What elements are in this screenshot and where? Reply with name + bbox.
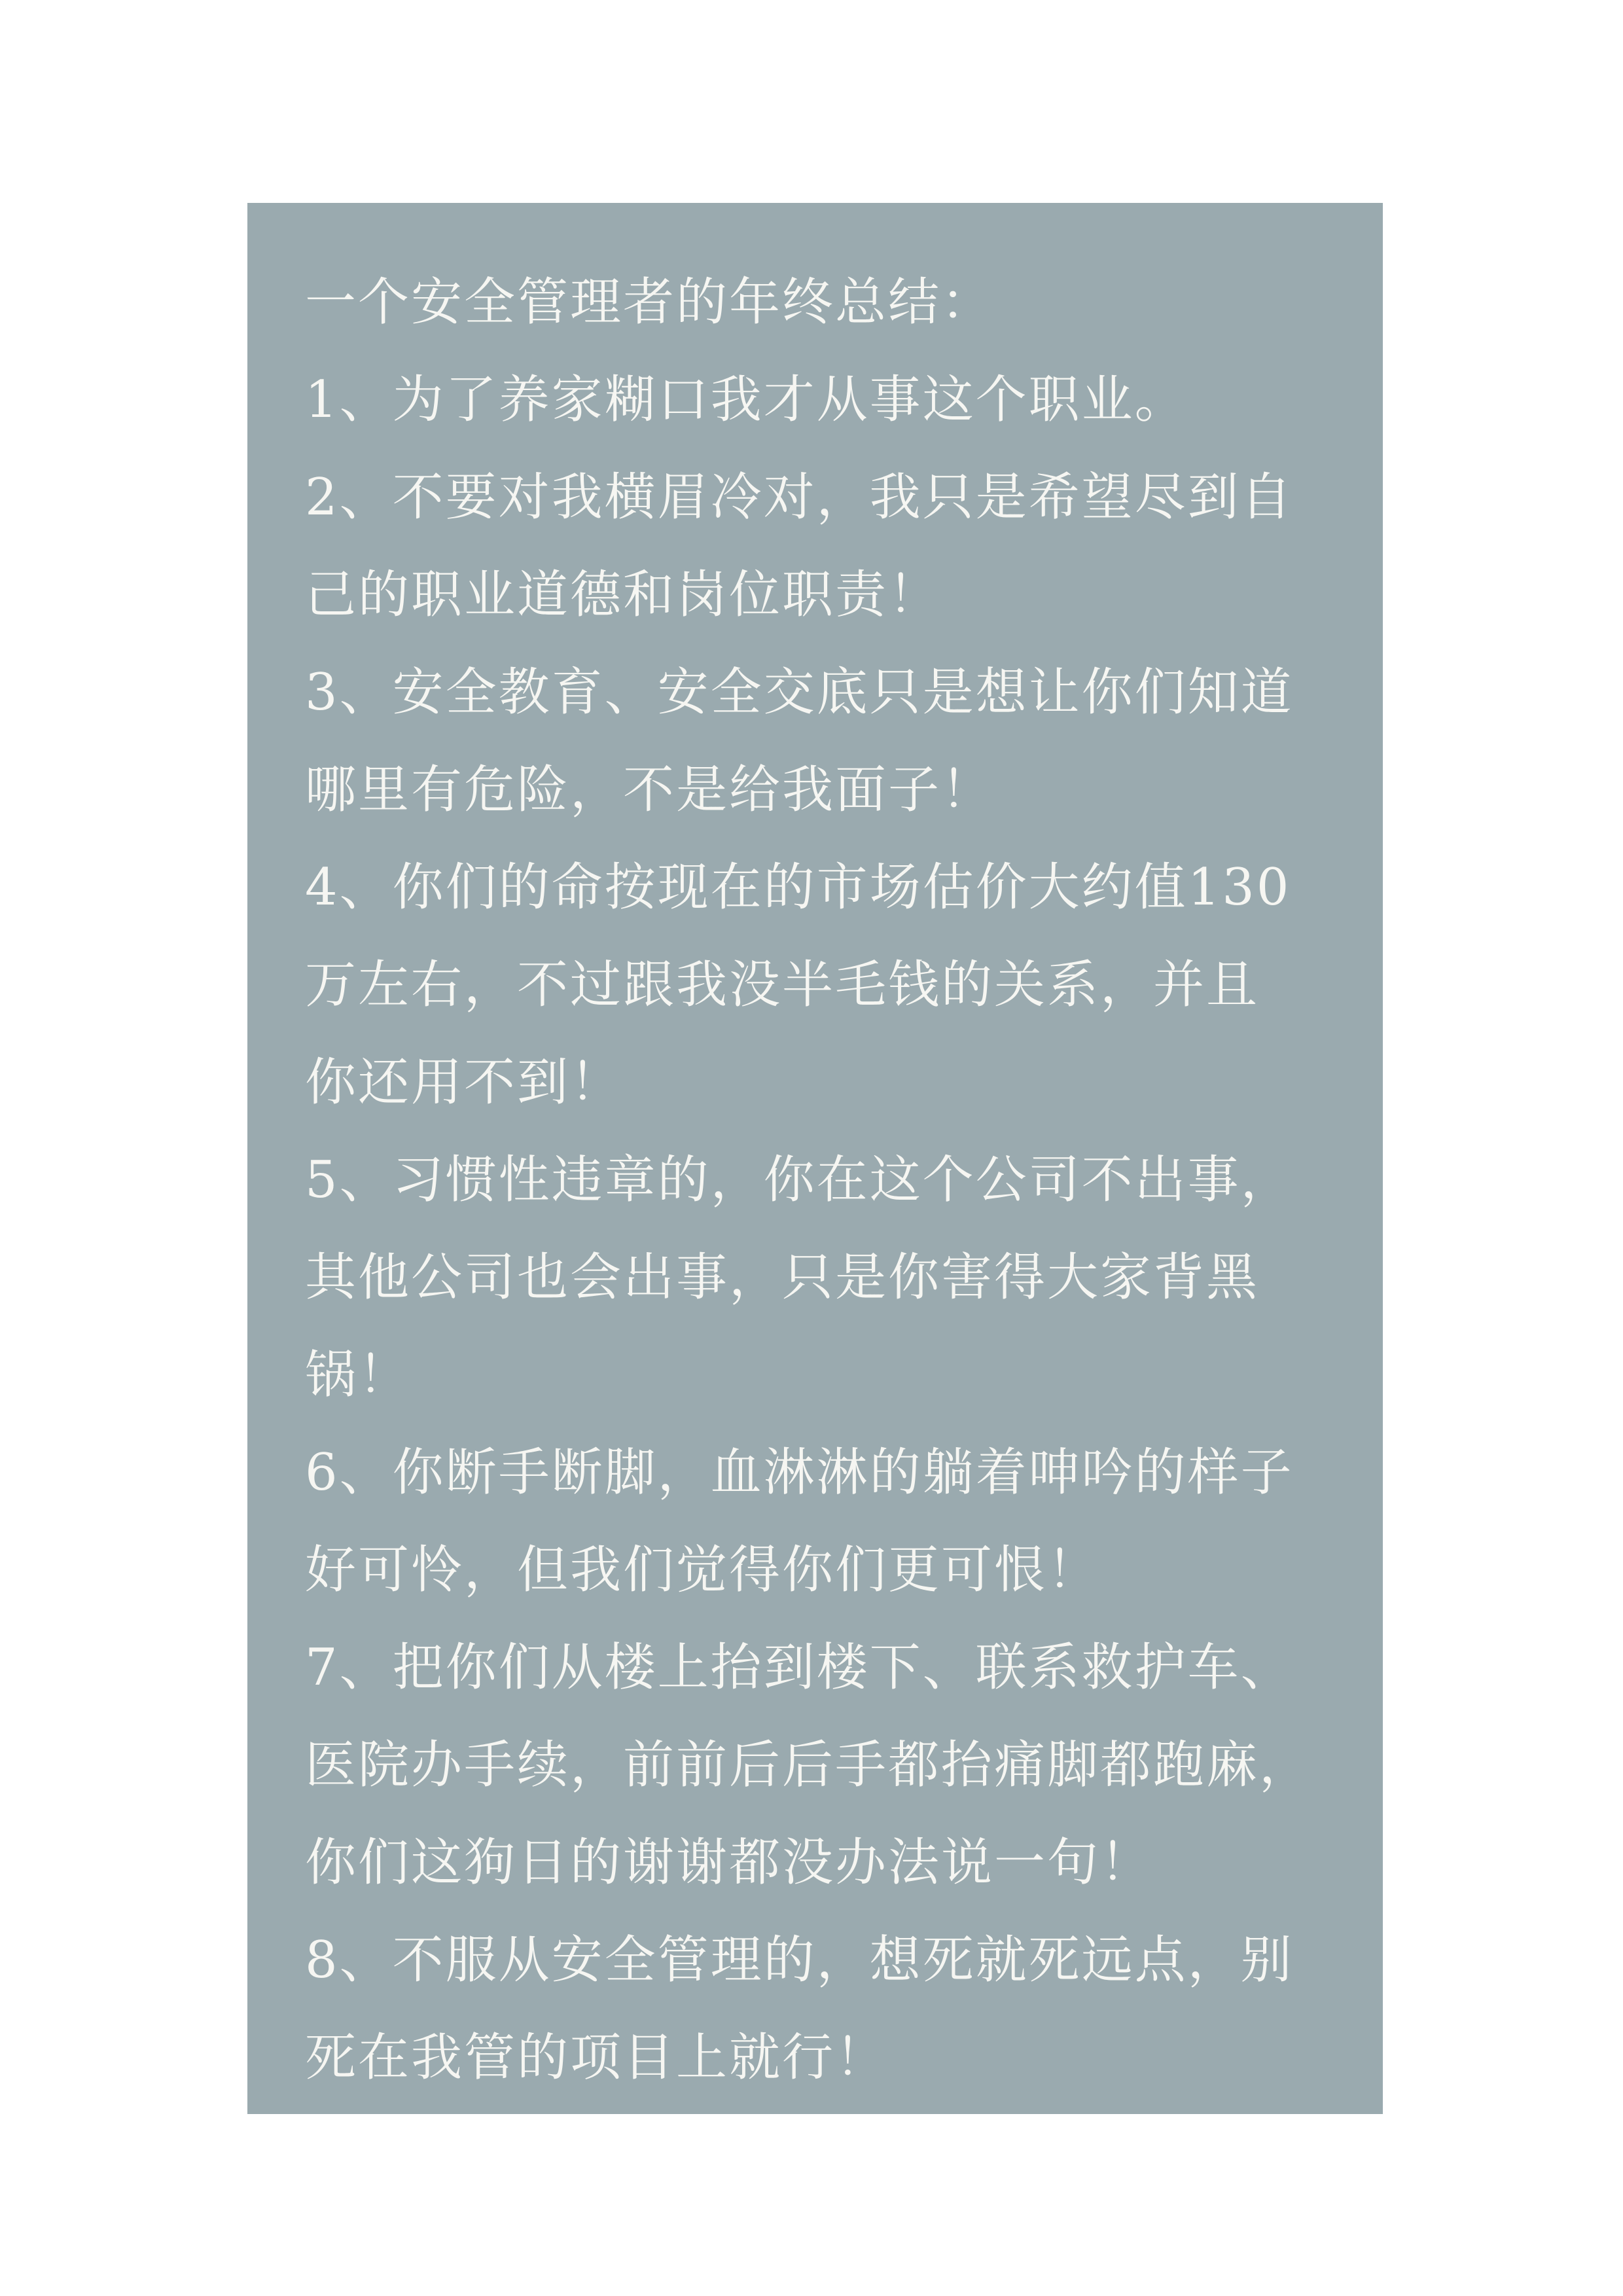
list-item-7 [305, 1619, 1344, 1912]
item-line: 4、你们的命按现在的市场估价大约值130 [305, 858, 1291, 917]
item-line: 锅！ [305, 1346, 412, 1405]
list-item-2 [305, 449, 1344, 644]
item-line: 2、不要对我横眉冷对，我只是希望尽到自 [305, 468, 1294, 527]
item-line: 3、安全教育、安全交底只是想让你们知道 [305, 663, 1294, 722]
item-line: 其他公司也会出事，只是你害得大家背黑 [305, 1248, 1260, 1307]
list-item-3 [305, 644, 1344, 839]
list-item-4 [305, 839, 1344, 1132]
item-line: 6、你断手断脚，血淋淋的躺着呻吟的样子 [305, 1443, 1294, 1502]
item-line: 7、把你们从楼上抬到楼下、联系救护车、 [305, 1638, 1294, 1697]
item-line: 8、不服从安全管理的，想死就死远点，别 [305, 1931, 1294, 1990]
item-line: 死在我管的项目上就行！ [305, 2028, 889, 2087]
item-line: 己的职业道德和岗位职责！ [305, 565, 942, 624]
item-line: 万左右，不过跟我没半毛钱的关系，并且 [305, 956, 1260, 1014]
item-line: 1、为了养家糊口我才从事这个职业。 [305, 370, 1188, 429]
item-line: 医院办手续，前前后后手都抬痛脚都跑麻， [305, 1736, 1313, 1795]
item-line: 5、习惯性违章的，你在这个公司不出事， [305, 1151, 1294, 1210]
list-item-8 [305, 1912, 1344, 2107]
list-item-6 [305, 1424, 1344, 1619]
item-line: 哪里有危险，不是给我面子！ [305, 761, 995, 819]
document-title: 一个安全管理者的年终总结： [305, 273, 995, 332]
list-item-5 [305, 1132, 1344, 1424]
text-card [247, 203, 1383, 2114]
item-line: 你还用不到！ [305, 1053, 624, 1112]
item-line: 好可怜，但我们觉得你们更可恨！ [305, 1541, 1101, 1600]
list-item-1 [305, 351, 1344, 449]
item-line: 你们这狗日的谢谢都没办法说一句！ [305, 1833, 1154, 1892]
